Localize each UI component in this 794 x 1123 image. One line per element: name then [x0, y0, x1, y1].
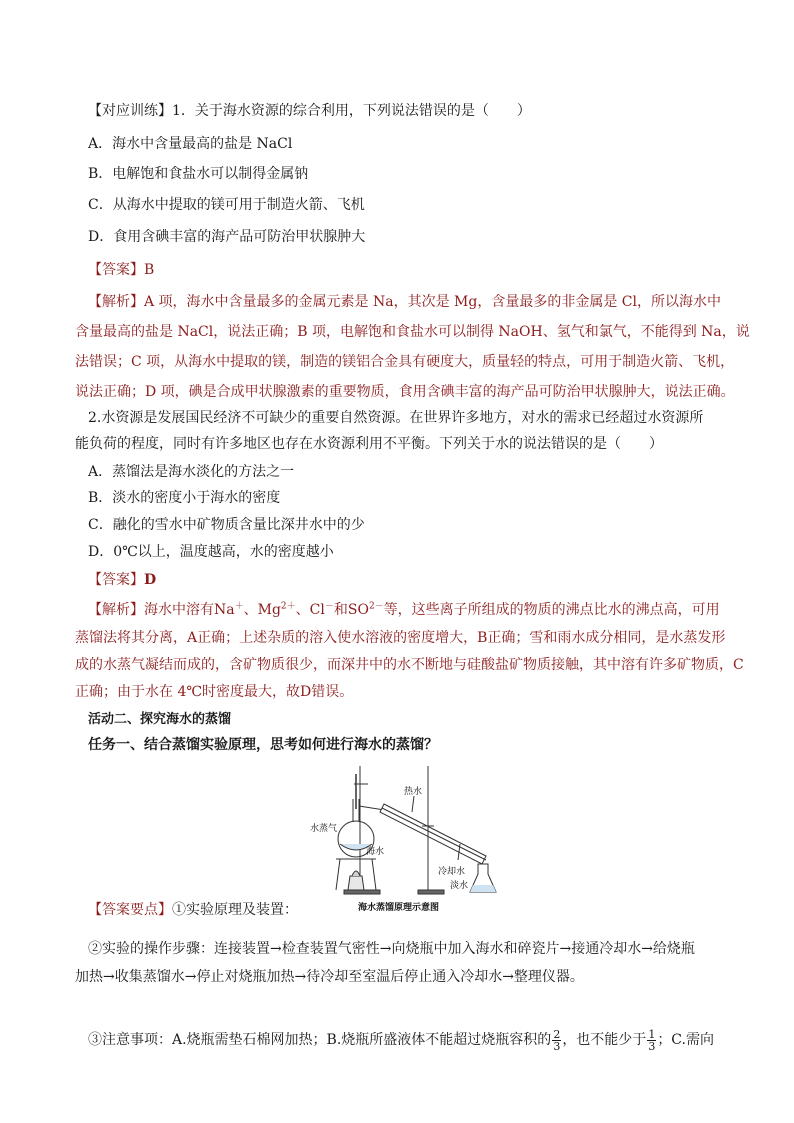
q1-answer: 【答案】B	[88, 262, 155, 278]
label-hot-water: 热水	[404, 787, 423, 797]
answer-points-1: 【答案要点】①实验原理及装置：	[88, 902, 298, 918]
figure-caption: 海水蒸馏原理示意图	[358, 903, 440, 913]
q2-option-b: B．淡水的密度小于海水的密度	[88, 490, 281, 506]
activity-heading: 活动二、探究海水的蒸馏	[88, 712, 232, 727]
answer-points-2-line-2: 加热→收集蒸馏水→停止对烧瓶加热→待冷却至室温后停止通入冷却水→整理仪器。	[75, 969, 584, 985]
q2-option-a: A．蒸馏法是海水淡化的方法之一	[88, 464, 295, 480]
q1-analysis-line-4: 说法正确；D 项，碘是合成甲状腺激素的重要物质，食用含碘丰富的海产品可防治甲状腺肿大，说法正确。	[75, 384, 735, 400]
q2-answer: 【答案】D	[88, 572, 157, 588]
q2-analysis-line-4: 正确；由于水在 4℃时密度最大，故D错误。	[75, 684, 354, 700]
q1-option-d: D．食用含碘丰富的海产品可防治甲状腺肿大	[88, 229, 366, 245]
q1-option-b: B．电解饱和食盐水可以制得金属钠	[88, 166, 309, 182]
q1-option-a: A．海水中含量最高的盐是 NaCl	[88, 136, 293, 152]
q1-stem: 【对应训练】1．关于海水资源的综合利用，下列说法错误的是（ ）	[88, 103, 531, 119]
q1-analysis-line-1: 【解析】A 项，海水中含量最多的金属元素是 Na，其次是 Mg，含量最多的非金属是 Cl，所以海水中	[88, 294, 721, 310]
fraction-two-thirds: $\frac{2}{3}$	[553, 1027, 561, 1053]
label-steam: 水蒸气	[310, 824, 338, 834]
q1-option-c: C．从海水中提取的镁可用于制造火箭、飞机	[88, 197, 365, 213]
q2-option-c: C．融化的雪水中矿物质含量比深井水中的少	[88, 517, 365, 533]
q2-stem-line-2: 能负荷的程度，同时有许多地区也存在水资源利用不平衡。下列关于水的说法错误的是（ ）	[75, 436, 663, 452]
answer-points-2-line-1: ②实验的操作步骤：连接装置→检查装置气密性→向烧瓶中加入海水和碎瓷片→接通冷却水→给烧瓶	[88, 941, 695, 957]
fraction-one-third: $\frac{1}{3}$	[648, 1027, 656, 1053]
q2-stem-line-1: 2.水资源是发展国民经济不可缺少的重要自然资源。在世界许多地方，对水的需求已经超过水资源所	[88, 410, 704, 426]
q2-option-d: D．0℃以上，温度越高，水的密度越小	[88, 544, 334, 560]
q1-analysis-line-3: 法错误；C 项，从海水中提取的镁，制造的镁铝合金具有硬度大，质量轻的特点，可用于制造火箭、飞机，	[75, 354, 735, 370]
label-fresh-water: 淡水	[450, 881, 469, 891]
distillation-apparatus-figure	[310, 764, 500, 914]
q2-analysis-line-3: 成的水蒸气凝结而成的，含矿物质很少，而深井中的水不断地与硅酸盐矿物质接触，其中溶有许多矿物质，C	[75, 657, 744, 673]
q2-analysis-line-1: 【解析】海水中溶有Na＋、$Mg^{2+}$、Cl－和$SO^{2-}$等，这些离子所组成的物质的沸点比水的沸点高，可用	[88, 601, 720, 618]
q1-prefix: 【对应训练】	[88, 103, 172, 119]
answer-points-label: 【答案要点】	[88, 902, 172, 918]
answer-points-3: ③注意事项：A.烧瓶需垫石棉网加热；B.烧瓶所盛液体不能超过烧瓶容积的 $\frac{2}{3}$ ，也不能少于 $\frac{1}{3}$ ；C.需向	[88, 1027, 714, 1053]
label-cooling-water: 冷却水	[438, 867, 466, 877]
q2-analysis-line-2: 蒸馏法将其分离，A正确；上述杂质的溶入使水溶液的密度增大，B正确；雪和雨水成分相同，是水蒸发形	[75, 630, 726, 646]
label-seawater: 海水	[366, 847, 385, 857]
task-heading: 任务一、结合蒸馏实验原理，思考如何进行海水的蒸馏？	[88, 737, 438, 753]
q1-analysis-line-2: 含量最高的盐是 NaCl，说法正确；B 项，电解饱和食盐水可以制得 NaOH、氢气和氯气，不能得到 Na，说	[75, 324, 750, 340]
